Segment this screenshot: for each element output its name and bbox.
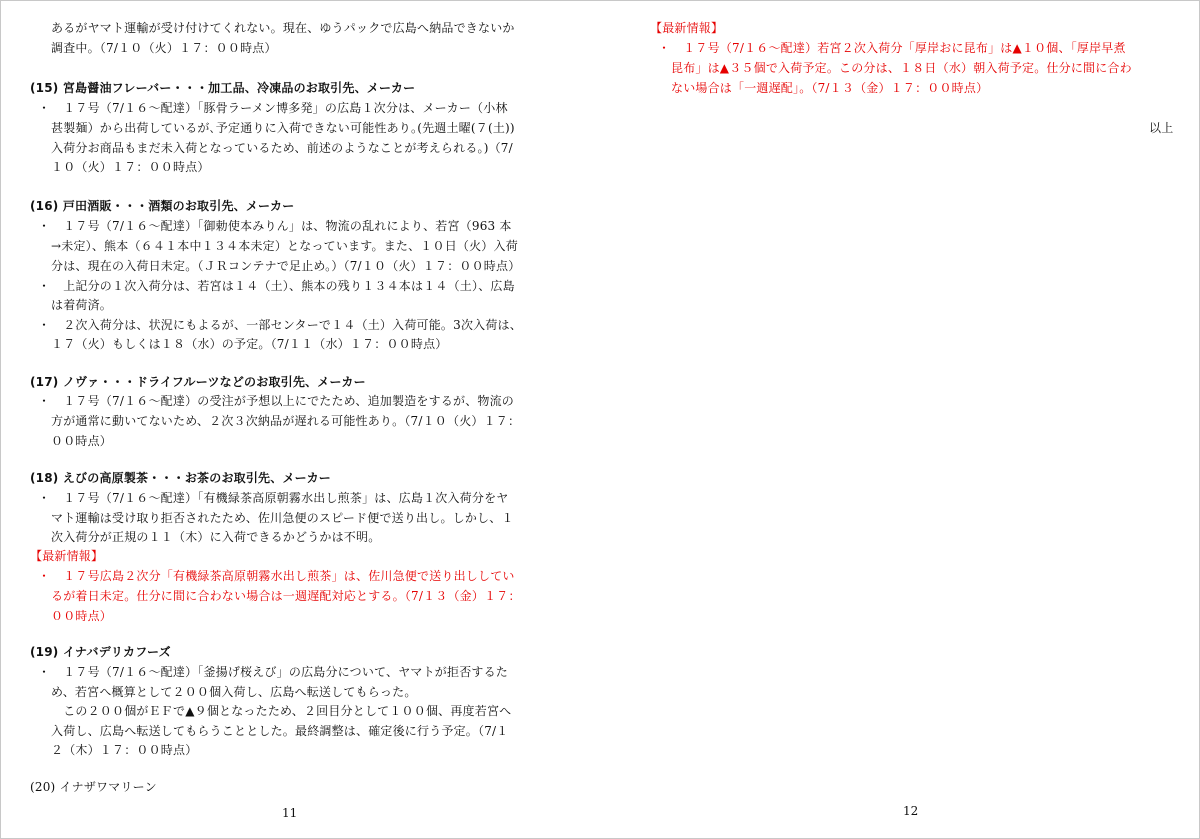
section-18-text-line: マト運輸は受け取り拒否されたため、佐川急便のスピード便で送り出し。しかし、１ [51, 511, 514, 525]
section-18-text-line: 次入荷分が正規の１１（木）に入荷できるかどうかは不明。 [51, 530, 381, 544]
section-18-text-line: １７号（7/１６〜配達）「有機緑茶高原朝霧水出し煎茶」は、広島１次入荷分をヤ [51, 491, 509, 505]
bullet-marker: ・ [658, 41, 671, 55]
page-number: 11 [282, 806, 298, 820]
section-20-heading: (20) イナザワマリーン [30, 780, 157, 794]
latest-info-text-line: ない場合は「一週遅配」。（7/１３（金）１７：００時点） [671, 81, 989, 95]
latest-info-text-line: １７号（7/１６〜配達）若宮２次入荷分「厚岸おに昆布」は▲１０個、「厚岸早煮 [671, 41, 1126, 55]
section-16-text-line: 分は、現在の入荷日未定。（ＪＲコンテナで足止め。）（7/１０（火）１７：００時点） [51, 259, 521, 273]
section-17-heading: (17) ノヴァ・・・ドライフルーツなどのお取引先、メーカー [30, 375, 366, 389]
latest-info-text-line: ００時点） [51, 609, 113, 623]
section-17-text-line: 方が通常に動いてないため、２次３次納品が遅れる可能性あり。（7/１０（火）１７： [51, 414, 521, 428]
section-19-text-line: この２００個がＥＦで▲９個となったため、２回目分として１００個、再度若宮へ [51, 704, 512, 718]
section-15-text-line: １０（火）１７：００時点） [51, 160, 210, 174]
section-18-heading: (18) えびの高原製茶・・・お茶のお取引先、メーカー [30, 471, 332, 485]
intro-line-2: 調査中。（7/１０（火）１７：００時点） [51, 41, 277, 55]
bullet-marker: ・ [38, 569, 51, 583]
section-16-text-line: は着荷済。 [51, 298, 113, 312]
section-16-text-line: ２次入荷分は、状況にもよるが、一部センターで１４（土）入荷可能。3次入荷は、 [51, 318, 522, 332]
latest-info-label: 【最新情報】 [650, 21, 724, 35]
bullet-marker: ・ [38, 665, 51, 679]
section-19-text-line: め、若宮へ概算として２００個入荷し、広島へ転送してもらった。 [51, 685, 417, 699]
section-19-text-line: 入荷し、広島へ転送してもらうこととした。最終調整は、確定後に行う予定。（7/１ [51, 724, 509, 738]
bullet-marker: ・ [38, 219, 51, 233]
intro-line-1: あるがヤマト運輸が受け付けてくれない。現在、ゆうパックで広島へ納品できないか [51, 21, 515, 35]
latest-info-text-line: 昆布」は▲３５個で入荷予定。この分は、１８日（水）朝入荷予定。仕分に間に合わ [671, 61, 1132, 75]
closing-remark: 以上 [1149, 121, 1174, 135]
latest-info-text-line: １７号広島２次分「有機緑茶高原朝霧水出し煎茶」は、佐川急便で送り出ししてい [51, 569, 515, 583]
page-number: 12 [903, 804, 919, 818]
section-15-text-line: １７号（7/１６〜配達）「豚骨ラーメン博多発」の広島１次分は、メーカー（小林 [51, 101, 508, 115]
section-19-text-line: １７号（7/１６〜配達）「釜揚げ桜えび」の広島分について、ヤマトが拒否するた [51, 665, 509, 679]
bullet-marker: ・ [38, 318, 51, 332]
latest-info-label: 【最新情報】 [30, 549, 104, 563]
section-15-text-line: 入荷分お商品もまだ未入荷となっているため、前述のようなことが考えられる。)（7/ [51, 141, 513, 155]
section-16-heading: (16) 戸田酒販・・・酒類のお取引先、メーカー [30, 199, 295, 213]
bullet-marker: ・ [38, 491, 51, 505]
section-15-heading: (15) 宮島醤油フレーバー・・・加工品、冷凍品のお取引先、メーカー [30, 81, 416, 95]
bullet-marker: ・ [38, 101, 51, 115]
section-16-text-line: １７（火）もしくは１８（水）の予定。（7/１１（水）１７：００時点） [51, 337, 448, 351]
page-12 [600, 0, 1200, 839]
section-19-text-line: ２（木）１７：００時点） [51, 743, 198, 757]
bullet-marker: ・ [38, 394, 51, 408]
latest-info-text-line: るが着日未定。仕分に間に合わない場合は一週遅配対応とする。（7/１３（金）１７： [51, 589, 521, 603]
section-15-text-line: 甚製麺）から出荷しているが､予定通りに入荷できない可能性あり｡(先週土曜(７(土)) [51, 121, 515, 135]
section-17-text-line: ００時点） [51, 434, 113, 448]
section-19-heading: (19) イナバデリカフーズ [30, 645, 171, 659]
section-16-text-line: →未定）、熊本（６４１本中１３４本未定）となっています。また、１０日（火）入荷 [51, 239, 518, 253]
section-17-text-line: １７号（7/１６〜配達）の受注が予想以上にでたため、追加製造をするが、物流の [51, 394, 515, 408]
section-16-text-line: １７号（7/１６〜配達）「御勅使本みりん」は、物流の乱れにより、若宮（963 本 [51, 219, 512, 233]
section-16-text-line: 上記分の１次入荷分は、若宮は１４（土）、熊本の残り１３４本は１４（土）、広島 [51, 279, 515, 293]
bullet-marker: ・ [38, 279, 51, 293]
